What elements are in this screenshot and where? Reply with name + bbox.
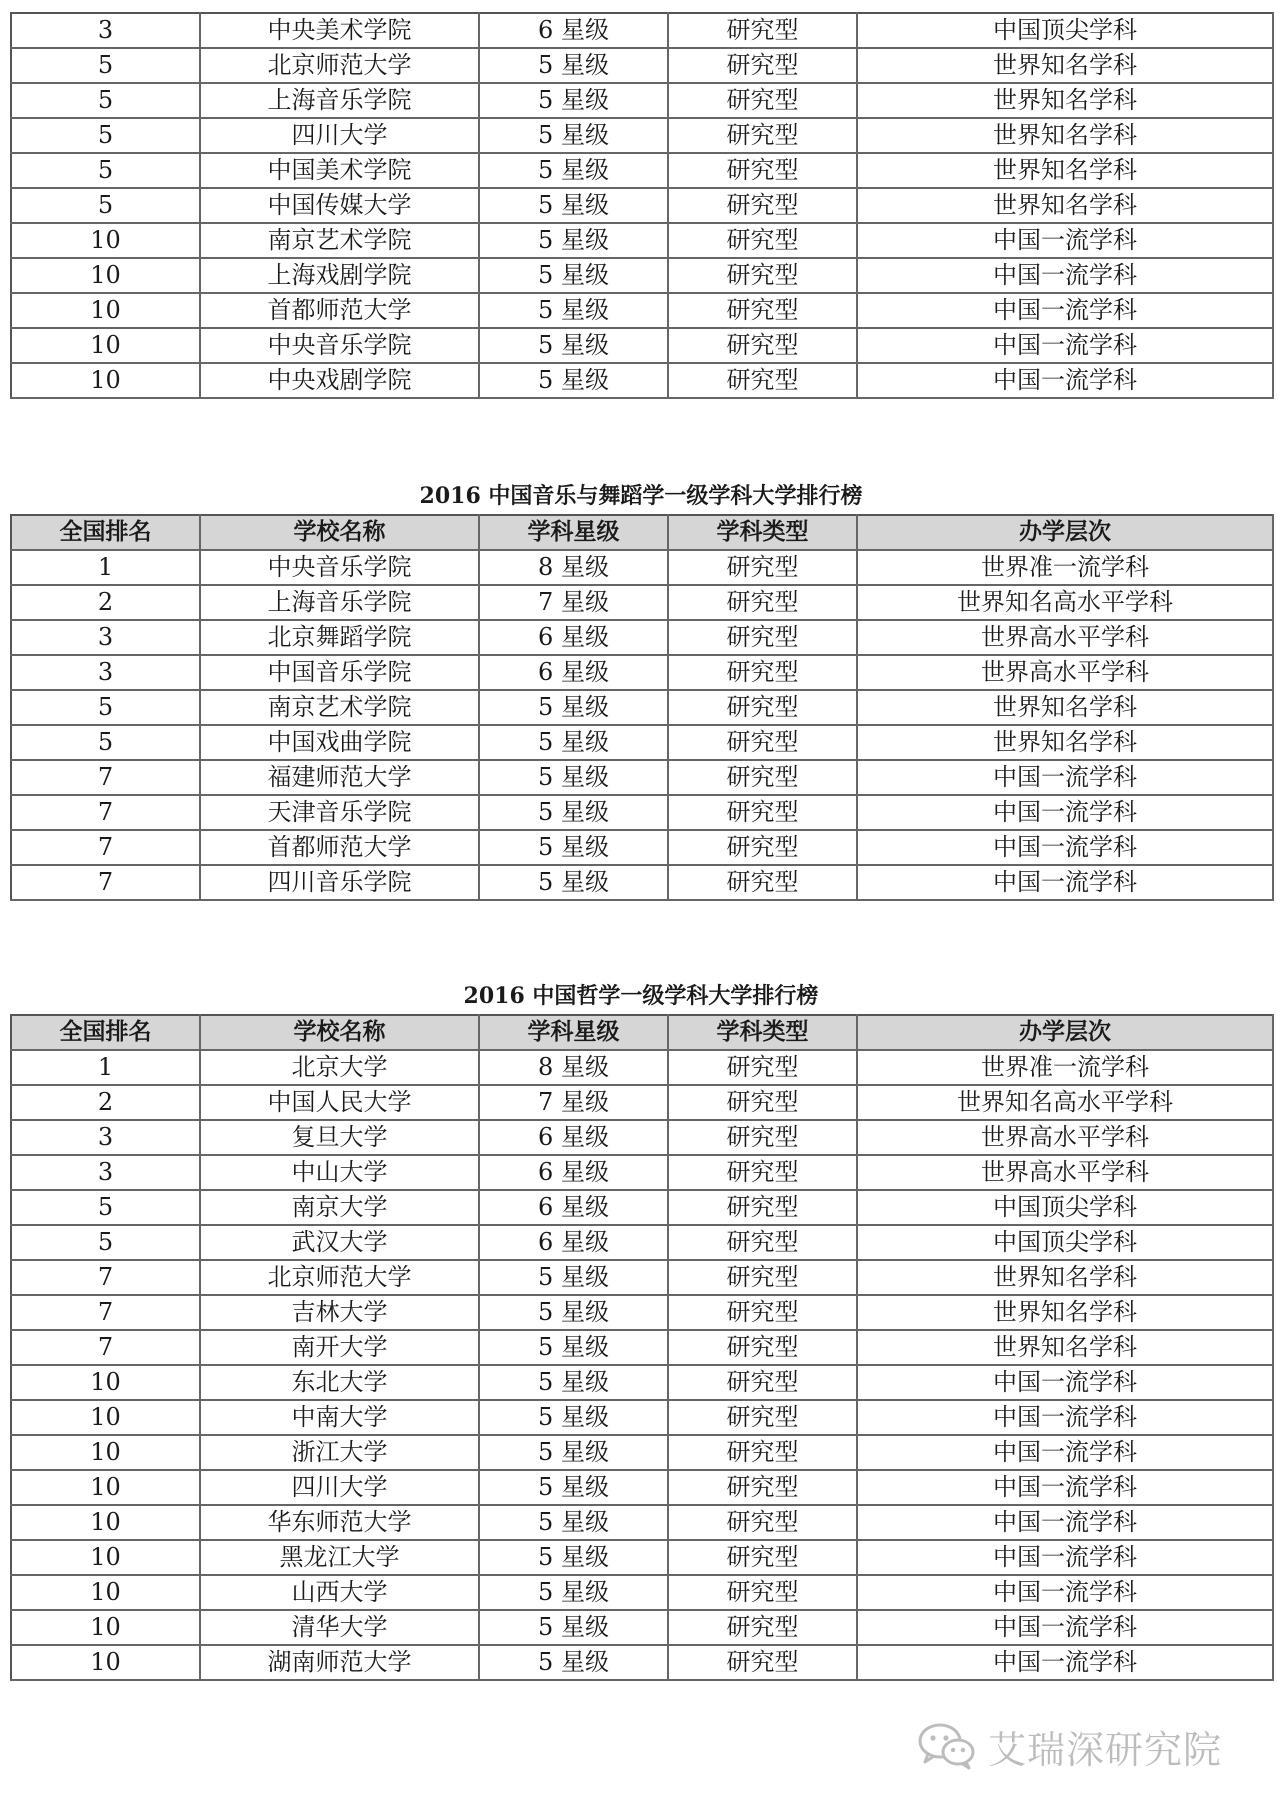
cell-level: 中国一流学科 — [857, 760, 1273, 795]
cell-level: 世界知名学科 — [857, 690, 1273, 725]
cell-school: 南京大学 — [200, 1190, 479, 1225]
header-star: 学科星级 — [479, 1015, 668, 1050]
table-body — [11, 13, 1273, 398]
table-row — [11, 1330, 1273, 1365]
cell-rank: 7 — [11, 1295, 200, 1330]
cell-star: 5 星级 — [479, 1295, 668, 1330]
cell-level: 中国一流学科 — [857, 1610, 1273, 1645]
cell-type: 研究型 — [668, 153, 857, 188]
cell-school: 四川大学 — [200, 118, 479, 153]
watermark — [918, 1718, 1258, 1774]
table-title-philosophy: 2016 中国哲学一级学科大学排行榜 — [463, 983, 819, 1009]
cell-school: 首都师范大学 — [200, 293, 479, 328]
table-row — [11, 1610, 1273, 1645]
cell-type: 研究型 — [668, 1400, 857, 1435]
cell-star: 5 星级 — [479, 48, 668, 83]
cell-school: 北京师范大学 — [200, 48, 479, 83]
cell-star: 5 星级 — [479, 1610, 668, 1645]
table-row — [11, 13, 1273, 48]
cell-school: 南京艺术学院 — [200, 690, 479, 725]
cell-school: 中山大学 — [200, 1155, 479, 1190]
cell-level: 世界知名高水平学科 — [857, 585, 1273, 620]
cell-rank: 5 — [11, 153, 200, 188]
table-row — [11, 1295, 1273, 1330]
cell-type: 研究型 — [668, 1540, 857, 1575]
cell-rank: 7 — [11, 830, 200, 865]
cell-type: 研究型 — [668, 760, 857, 795]
cell-type: 研究型 — [668, 1330, 857, 1365]
cell-type: 研究型 — [668, 1505, 857, 1540]
cell-level: 世界知名学科 — [857, 725, 1273, 760]
cell-school: 中央戏剧学院 — [200, 363, 479, 398]
cell-star: 5 星级 — [479, 1505, 668, 1540]
cell-school: 中国戏曲学院 — [200, 725, 479, 760]
table-row — [11, 795, 1273, 830]
cell-star: 5 星级 — [479, 1645, 668, 1680]
table-row — [11, 118, 1273, 153]
cell-type: 研究型 — [668, 293, 857, 328]
cell-star: 6 星级 — [479, 655, 668, 690]
cell-rank: 5 — [11, 83, 200, 118]
cell-school: 中央美术学院 — [200, 13, 479, 48]
cell-type: 研究型 — [668, 83, 857, 118]
table-row — [11, 1645, 1273, 1680]
cell-school: 中央音乐学院 — [200, 328, 479, 363]
table-body — [11, 550, 1273, 900]
cell-level: 世界知名学科 — [857, 188, 1273, 223]
cell-star: 5 星级 — [479, 830, 668, 865]
cell-star: 6 星级 — [479, 1155, 668, 1190]
cell-school: 中国传媒大学 — [200, 188, 479, 223]
cell-type: 研究型 — [668, 1120, 857, 1155]
cell-school: 北京舞蹈学院 — [200, 620, 479, 655]
cell-star: 8 星级 — [479, 1050, 668, 1085]
cell-level: 中国顶尖学科 — [857, 1190, 1273, 1225]
cell-type: 研究型 — [668, 223, 857, 258]
table-title-music-dance: 2016 中国音乐与舞蹈学一级学科大学排行榜 — [419, 483, 863, 509]
cell-school: 湖南师范大学 — [200, 1645, 479, 1680]
table-row — [11, 1505, 1273, 1540]
cell-level: 中国顶尖学科 — [857, 1225, 1273, 1260]
table-row — [11, 328, 1273, 363]
cell-rank: 10 — [11, 1435, 200, 1470]
cell-rank: 7 — [11, 1330, 200, 1365]
table-row — [11, 188, 1273, 223]
cell-star: 5 星级 — [479, 328, 668, 363]
cell-star: 8 星级 — [479, 550, 668, 585]
cell-type: 研究型 — [668, 725, 857, 760]
cell-rank: 5 — [11, 725, 200, 760]
cell-star: 6 星级 — [479, 1190, 668, 1225]
cell-school: 四川大学 — [200, 1470, 479, 1505]
cell-star: 5 星级 — [479, 760, 668, 795]
cell-level: 中国一流学科 — [857, 830, 1273, 865]
header-rank: 全国排名 — [11, 515, 200, 550]
cell-school: 南京艺术学院 — [200, 223, 479, 258]
cell-level: 世界知名学科 — [857, 1295, 1273, 1330]
cell-school: 山西大学 — [200, 1575, 479, 1610]
cell-star: 5 星级 — [479, 293, 668, 328]
cell-type: 研究型 — [668, 655, 857, 690]
cell-level: 世界知名学科 — [857, 48, 1273, 83]
cell-type: 研究型 — [668, 258, 857, 293]
cell-rank: 10 — [11, 363, 200, 398]
table-row — [11, 83, 1273, 118]
cell-school: 吉林大学 — [200, 1295, 479, 1330]
cell-school: 中南大学 — [200, 1400, 479, 1435]
cell-star: 5 星级 — [479, 865, 668, 900]
cell-rank: 5 — [11, 118, 200, 153]
cell-rank: 7 — [11, 865, 200, 900]
ranking-table-music-dance — [10, 514, 1274, 901]
table-row — [11, 830, 1273, 865]
cell-type: 研究型 — [668, 830, 857, 865]
table-row — [11, 690, 1273, 725]
table-row — [11, 1050, 1273, 1085]
cell-level: 中国一流学科 — [857, 865, 1273, 900]
cell-rank: 7 — [11, 760, 200, 795]
cell-level: 中国一流学科 — [857, 293, 1273, 328]
table-row — [11, 1435, 1273, 1470]
cell-type: 研究型 — [668, 1365, 857, 1400]
table-row — [11, 620, 1273, 655]
cell-school: 四川音乐学院 — [200, 865, 479, 900]
cell-star: 5 星级 — [479, 1400, 668, 1435]
table-row — [11, 550, 1273, 585]
cell-school: 复旦大学 — [200, 1120, 479, 1155]
cell-level: 中国一流学科 — [857, 1435, 1273, 1470]
cell-rank: 10 — [11, 1470, 200, 1505]
cell-star: 5 星级 — [479, 1575, 668, 1610]
cell-rank: 1 — [11, 1050, 200, 1085]
cell-school: 中央音乐学院 — [200, 550, 479, 585]
cell-star: 5 星级 — [479, 1540, 668, 1575]
cell-star: 5 星级 — [479, 1365, 668, 1400]
cell-star: 5 星级 — [479, 795, 668, 830]
cell-school: 武汉大学 — [200, 1225, 479, 1260]
header-star: 学科星级 — [479, 515, 668, 550]
cell-school: 中国人民大学 — [200, 1085, 479, 1120]
cell-school: 天津音乐学院 — [200, 795, 479, 830]
cell-school: 首都师范大学 — [200, 830, 479, 865]
table-row — [11, 223, 1273, 258]
cell-rank: 10 — [11, 1365, 200, 1400]
cell-star: 6 星级 — [479, 13, 668, 48]
cell-star: 5 星级 — [479, 690, 668, 725]
cell-rank: 3 — [11, 1120, 200, 1155]
cell-star: 5 星级 — [479, 725, 668, 760]
table-row — [11, 1190, 1273, 1225]
table-row — [11, 363, 1273, 398]
cell-school: 福建师范大学 — [200, 760, 479, 795]
cell-star: 5 星级 — [479, 153, 668, 188]
cell-rank: 5 — [11, 690, 200, 725]
cell-rank: 10 — [11, 1645, 200, 1680]
table-row — [11, 760, 1273, 795]
cell-rank: 3 — [11, 655, 200, 690]
cell-school: 华东师范大学 — [200, 1505, 479, 1540]
cell-level: 世界知名学科 — [857, 83, 1273, 118]
ranking-table-continued — [10, 12, 1274, 399]
table-row — [11, 725, 1273, 760]
cell-type: 研究型 — [668, 1260, 857, 1295]
watermark-text: 艾瑞深研究院 — [988, 1727, 1223, 1772]
header-type: 学科类型 — [668, 1015, 857, 1050]
cell-star: 6 星级 — [479, 620, 668, 655]
cell-type: 研究型 — [668, 1435, 857, 1470]
wechat-icon — [918, 1722, 976, 1770]
table-header — [11, 1015, 1273, 1050]
cell-level: 中国一流学科 — [857, 1645, 1273, 1680]
header-rank: 全国排名 — [11, 1015, 200, 1050]
cell-level: 世界知名学科 — [857, 118, 1273, 153]
cell-type: 研究型 — [668, 1645, 857, 1680]
cell-type: 研究型 — [668, 188, 857, 223]
cell-rank: 5 — [11, 188, 200, 223]
cell-level: 世界高水平学科 — [857, 655, 1273, 690]
cell-school: 浙江大学 — [200, 1435, 479, 1470]
cell-level: 中国一流学科 — [857, 1400, 1273, 1435]
cell-level: 世界高水平学科 — [857, 1120, 1273, 1155]
cell-rank: 10 — [11, 1400, 200, 1435]
cell-type: 研究型 — [668, 1470, 857, 1505]
cell-rank: 10 — [11, 258, 200, 293]
cell-level: 中国一流学科 — [857, 223, 1273, 258]
table-row — [11, 585, 1273, 620]
cell-star: 6 星级 — [479, 1225, 668, 1260]
header-school: 学校名称 — [200, 1015, 479, 1050]
cell-school: 东北大学 — [200, 1365, 479, 1400]
cell-star: 5 星级 — [479, 1435, 668, 1470]
cell-school: 北京师范大学 — [200, 1260, 479, 1295]
cell-type: 研究型 — [668, 1050, 857, 1085]
cell-level: 中国顶尖学科 — [857, 13, 1273, 48]
table-row — [11, 1365, 1273, 1400]
header-level: 办学层次 — [857, 515, 1273, 550]
cell-rank: 10 — [11, 1540, 200, 1575]
cell-star: 5 星级 — [479, 1330, 668, 1365]
cell-rank: 5 — [11, 1225, 200, 1260]
table-row — [11, 1400, 1273, 1435]
cell-rank: 10 — [11, 1610, 200, 1645]
cell-school: 北京大学 — [200, 1050, 479, 1085]
cell-level: 中国一流学科 — [857, 1365, 1273, 1400]
cell-star: 5 星级 — [479, 1260, 668, 1295]
cell-rank: 3 — [11, 620, 200, 655]
cell-rank: 7 — [11, 1260, 200, 1295]
cell-type: 研究型 — [668, 585, 857, 620]
cell-star: 5 星级 — [479, 83, 668, 118]
cell-type: 研究型 — [668, 1155, 857, 1190]
table-row — [11, 1120, 1273, 1155]
cell-type: 研究型 — [668, 620, 857, 655]
cell-school: 上海音乐学院 — [200, 83, 479, 118]
cell-type: 研究型 — [668, 1190, 857, 1225]
cell-type: 研究型 — [668, 690, 857, 725]
cell-star: 5 星级 — [479, 1470, 668, 1505]
cell-level: 世界知名学科 — [857, 1260, 1273, 1295]
cell-level: 世界高水平学科 — [857, 1155, 1273, 1190]
cell-level: 世界知名高水平学科 — [857, 1085, 1273, 1120]
table-row — [11, 1575, 1273, 1610]
cell-level: 中国一流学科 — [857, 328, 1273, 363]
table-body — [11, 1050, 1273, 1680]
cell-star: 6 星级 — [479, 1120, 668, 1155]
cell-star: 5 星级 — [479, 188, 668, 223]
cell-star: 7 星级 — [479, 585, 668, 620]
cell-school: 黑龙江大学 — [200, 1540, 479, 1575]
header-type: 学科类型 — [668, 515, 857, 550]
table-row — [11, 1470, 1273, 1505]
cell-type: 研究型 — [668, 795, 857, 830]
cell-level: 世界知名学科 — [857, 153, 1273, 188]
cell-type: 研究型 — [668, 550, 857, 585]
cell-rank: 10 — [11, 223, 200, 258]
cell-type: 研究型 — [668, 1610, 857, 1645]
cell-level: 世界知名学科 — [857, 1330, 1273, 1365]
cell-school: 南开大学 — [200, 1330, 479, 1365]
cell-level: 世界准一流学科 — [857, 1050, 1273, 1085]
cell-rank: 7 — [11, 795, 200, 830]
table-row — [11, 1225, 1273, 1260]
table-row — [11, 258, 1273, 293]
cell-rank: 3 — [11, 13, 200, 48]
ranking-table-philosophy — [10, 1014, 1274, 1681]
cell-rank: 2 — [11, 585, 200, 620]
cell-type: 研究型 — [668, 1225, 857, 1260]
cell-rank: 3 — [11, 1155, 200, 1190]
cell-school: 清华大学 — [200, 1610, 479, 1645]
table-row — [11, 1540, 1273, 1575]
table-row — [11, 1260, 1273, 1295]
cell-star: 7 星级 — [479, 1085, 668, 1120]
cell-rank: 10 — [11, 1575, 200, 1610]
cell-level: 中国一流学科 — [857, 1470, 1273, 1505]
cell-level: 中国一流学科 — [857, 363, 1273, 398]
cell-school: 中国美术学院 — [200, 153, 479, 188]
cell-level: 中国一流学科 — [857, 1575, 1273, 1610]
cell-rank: 10 — [11, 1505, 200, 1540]
cell-level: 中国一流学科 — [857, 795, 1273, 830]
cell-level: 世界准一流学科 — [857, 550, 1273, 585]
cell-rank: 10 — [11, 328, 200, 363]
cell-type: 研究型 — [668, 1575, 857, 1610]
cell-school: 中国音乐学院 — [200, 655, 479, 690]
cell-star: 5 星级 — [479, 118, 668, 153]
table-row — [11, 153, 1273, 188]
cell-rank: 2 — [11, 1085, 200, 1120]
cell-star: 5 星级 — [479, 363, 668, 398]
table-row — [11, 865, 1273, 900]
cell-star: 5 星级 — [479, 258, 668, 293]
cell-level: 中国一流学科 — [857, 1540, 1273, 1575]
table-row — [11, 48, 1273, 83]
cell-type: 研究型 — [668, 363, 857, 398]
cell-level: 中国一流学科 — [857, 1505, 1273, 1540]
table-row — [11, 1155, 1273, 1190]
cell-type: 研究型 — [668, 865, 857, 900]
table-row — [11, 293, 1273, 328]
table-header — [11, 515, 1273, 550]
cell-type: 研究型 — [668, 328, 857, 363]
table-row — [11, 1085, 1273, 1120]
cell-level: 中国一流学科 — [857, 258, 1273, 293]
cell-level: 世界高水平学科 — [857, 620, 1273, 655]
cell-type: 研究型 — [668, 1085, 857, 1120]
cell-type: 研究型 — [668, 13, 857, 48]
cell-rank: 5 — [11, 1190, 200, 1225]
cell-star: 5 星级 — [479, 223, 668, 258]
header-school: 学校名称 — [200, 515, 479, 550]
cell-type: 研究型 — [668, 1295, 857, 1330]
cell-rank: 1 — [11, 550, 200, 585]
cell-type: 研究型 — [668, 48, 857, 83]
cell-school: 上海戏剧学院 — [200, 258, 479, 293]
cell-rank: 10 — [11, 293, 200, 328]
table-row — [11, 655, 1273, 690]
cell-type: 研究型 — [668, 118, 857, 153]
cell-rank: 5 — [11, 48, 200, 83]
cell-school: 上海音乐学院 — [200, 585, 479, 620]
header-level: 办学层次 — [857, 1015, 1273, 1050]
